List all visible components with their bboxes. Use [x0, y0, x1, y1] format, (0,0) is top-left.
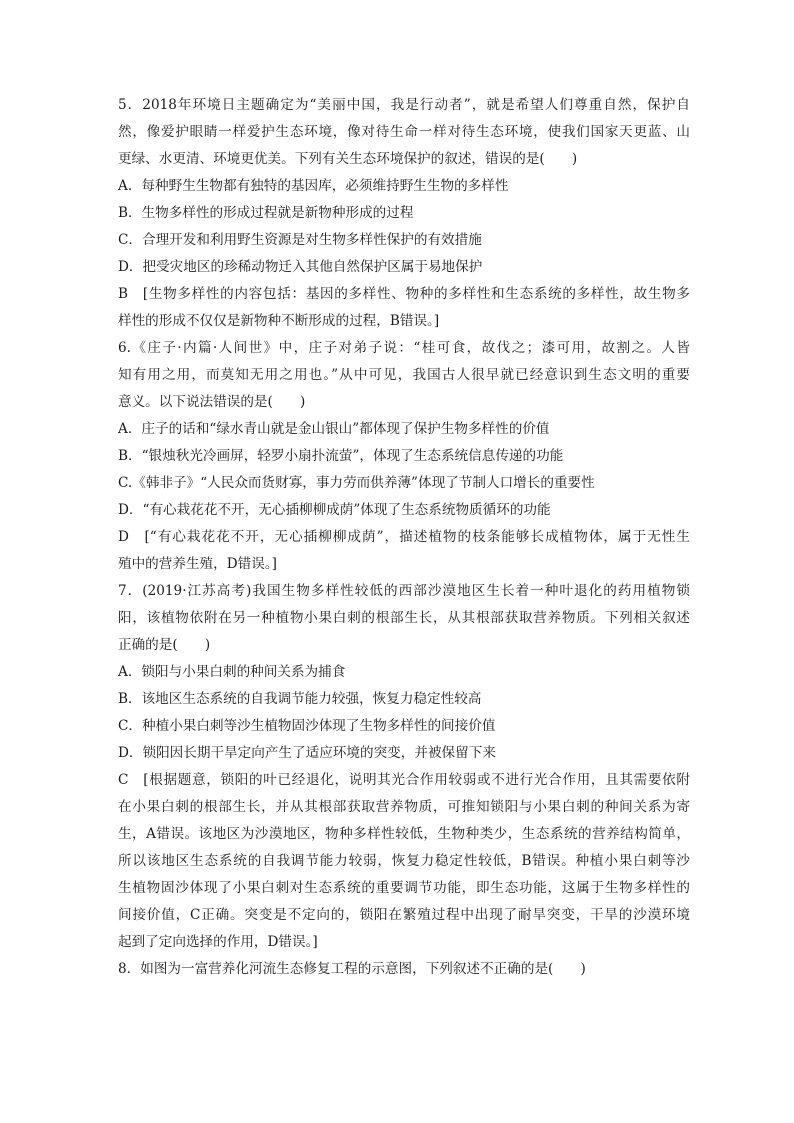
text-line: 生植物固沙体现了小果白刺对生态系统的重要调节功能，即生态功能，这属于生物多样性的	[118, 880, 690, 896]
text-line: 知有用之用，而莫知无用之用也。”从中可见，我国古人很早就已经意识到生态文明的重要	[118, 367, 690, 383]
text-line: B．“银烛秋光冷画屏，轻罗小扇扑流萤”，体现了生态系统信息传递的功能	[118, 448, 564, 464]
text-line: C．种植小果白刺等沙生植物固沙体现了生物多样性的间接价值	[118, 718, 496, 734]
text-line: D．把受灾地区的珍稀动物迁入其他自然保护区属于易地保护	[118, 259, 483, 275]
text-line: A．锁阳与小果白刺的种间关系为捕食	[118, 664, 346, 680]
text-line: D．锁阳因长期干旱定向产生了适应环境的突变，并被保留下来	[118, 745, 496, 761]
text-line: 间接价值，C正确。突变是不定向的，锁阳在繁殖过程中出现了耐旱突变，干旱的沙漠环境	[118, 907, 690, 923]
text-line: 生，A错误。该地区为沙漠地区，物种多样性较低，生物种类少，生态系统的营养结构简单，	[118, 826, 690, 842]
text-line: 正确的是( )	[118, 637, 211, 653]
text-line: 在小果白刺的根部生长，并从其根部获取营养物质，可推知锁阳与小果白刺的种间关系为寄	[118, 799, 690, 815]
text-line: B．生物多样性的形成过程就是新物种形成的过程	[118, 205, 414, 221]
text-line: 殖中的营养生殖，D错误。]	[118, 556, 277, 572]
text-line: 8．如图为一富营养化河流生态修复工程的示意图，下列叙述不正确的是( )	[118, 961, 586, 977]
text-line: 意义。以下说法错误的是( )	[118, 394, 306, 410]
text-line: 样性的形成不仅仅是新物种不断形成的过程，B错误。]	[118, 313, 440, 329]
text-line: B．该地区生态系统的自我调节能力较强，恢复力稳定性较高	[118, 691, 482, 707]
text-line: A．庄子的话和“绿水青山就是金山银山”都体现了保护生物多样性的价值	[118, 421, 550, 437]
text-line: 更绿、水更清、环境更优美。下列有关生态环境保护的叙述，错误的是( )	[118, 151, 578, 167]
text-line: 然，像爱护眼睛一样爱护生态环境，像对待生命一样对待生态环境，使我们国家天更蓝、山	[118, 124, 690, 140]
text-line: A．每种野生生物都有独特的基因库，必须维持野生生物的多样性	[118, 178, 509, 194]
text-line: 起到了定向选择的作用，D错误。]	[118, 934, 318, 950]
text-line: 阳，该植物依附在另一种植物小果白刺的根部生长，从其根部获取营养物质。下列相关叙述	[118, 610, 690, 626]
text-line: 6.《庄子·内篇·人间世》中，庄子对弟子说：“桂可食，故伐之；漆可用，故割之。人皆	[118, 340, 690, 356]
text-line: B [生物多样性的内容包括：基因的多样性、物种的多样性和生态系统的多样性，故生物多	[118, 286, 690, 302]
text-line: 所以该地区生态系统的自我调节能力较弱，恢复力稳定性较低，B错误。种植小果白刺等沙	[118, 853, 690, 869]
text-line: D [“有心栽花花不开，无心插柳柳成荫”，描述植物的枝条能够长成植物体，属于无性生	[118, 529, 690, 545]
document-page	[118, 92, 690, 983]
text-line: D．“有心栽花花不开，无心插柳柳成荫”体现了生态系统物质循环的功能	[118, 502, 551, 518]
text-line: 5．2018年环境日主题确定为“美丽中国，我是行动者”，就是希望人们尊重自然，保护自	[118, 97, 690, 113]
text-line: C．合理开发和利用野生资源是对生物多样性保护的有效措施	[118, 232, 482, 248]
text-line: C.《韩非子》“人民众而货财寡，事力劳而供养薄”体现了节制人口增长的重要性	[118, 475, 595, 491]
text-line: 7．(2019·江苏高考)我国生物多样性较低的西部沙漠地区生长着一种叶退化的药用植物锁	[118, 583, 690, 599]
text-line: C [根据题意，锁阳的叶已经退化，说明其光合作用较弱或不进行光合作用，且其需要依附	[118, 772, 690, 788]
